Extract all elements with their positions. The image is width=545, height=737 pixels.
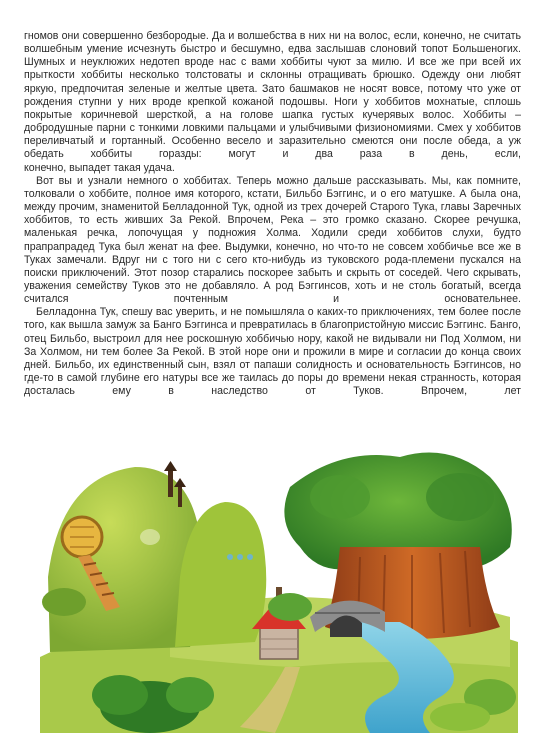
shire-illustration [40,427,518,733]
paragraph-2-last-word: основательнее. [444,293,521,306]
paragraph-3 [24,306,521,398]
paragraph-3-body: Белладонна Тук, спешу вас уверить, и не помышляла о каких-то приключениях, тем более после того, как вышла замуж за Банго Бэггинса и превратилась в благопристойную миссис Бэггинс. Банго, отец Бильбо, выстроил для нее роскошную хоббичью нору, какой не видывали ни Под Холмом, ни За Холмом, ни тем более За Рекой. В этой норе они и прожили в мире и согласии до конца своих дней. Бильбо, их единственный сын, взял от папаши солидность и основательность Бэггинсов, но где-то в самой глубине его натуры все же таилась до поры до времени некая странность, которая досталась ему в наследство от Туков. Впрочем, лет [24,306,521,398]
paragraph-1 [24,30,521,175]
paragraph-1-body: гномов они совершенно безбородые. Да и волшебства в них ни на волос, если, конечно, не считать волшебным умение исчезнуть быстро и бесшумно, едва заслышав слоновий топот Большеногих. Шумных и неуклюжих недотеп вроде нас с вами хоббиты чуют за милю. И все же при всей их прыткости хоббиты несколько толстоваты и склонны отращивать брюшко. Одежду они любят яркую, предпочитая зеленые и желтые цвета. Зато башмаков не носят вовсе, потому что уже от рождения ступни у них вроде крепкой кожаной подошвы. Ноги у хоббитов мохнатые, сплошь покрытые коричневой шерсткой, а на голове шапка густых кучерявых волос. Хоббиты – добродушные парни с тонкими ловкими пальцами и улыбчивыми физиономиями. Смех у хоббитов переливчатый и гортанный. Особенно весело и заразительно смеются они после обеда, а уж обедать хоббиты горазды: могут и два раза в день, если, [24,30,521,161]
paragraph-2-body: Вот вы и узнали немного о хоббитах. Теперь можно дальше рассказывать. Мы, как помните, толковали о хоббите, полное имя которого, кстати, Бильбо Бэггинс, и о его матушке. А была она, между прочим, знаменитой Белладонной Тук, одной из трех дочерей Старого Тука, главы Заречных хоббитов, то есть живших За Рекой. Впрочем, Река – это громко сказано. Скорее речушка, маленькая речка, лопочущая у подножия Холма. Ходили среди хоббитов слухи, будто прапрапрадед Тука был женат на фее. Выдумки, конечно, но что-то не совсем хоббичье все же в Туках замечали. Вдруг ни с того ни с сего кто-нибудь из туковского рода-племени пускался на поиски приключений. Этот позор старались поскорее забыть и скрыть от соседей. Чего скрывать, уважения семейству Туков это не добавляло. А род Бэггинсов, хоть и не столь богатый, всегда считался почтенным и [24,174,521,306]
paragraph-2 [24,175,521,307]
paragraph-1-last-line: конечно, выпадет такая удача. [24,161,175,174]
text-block [24,30,521,398]
